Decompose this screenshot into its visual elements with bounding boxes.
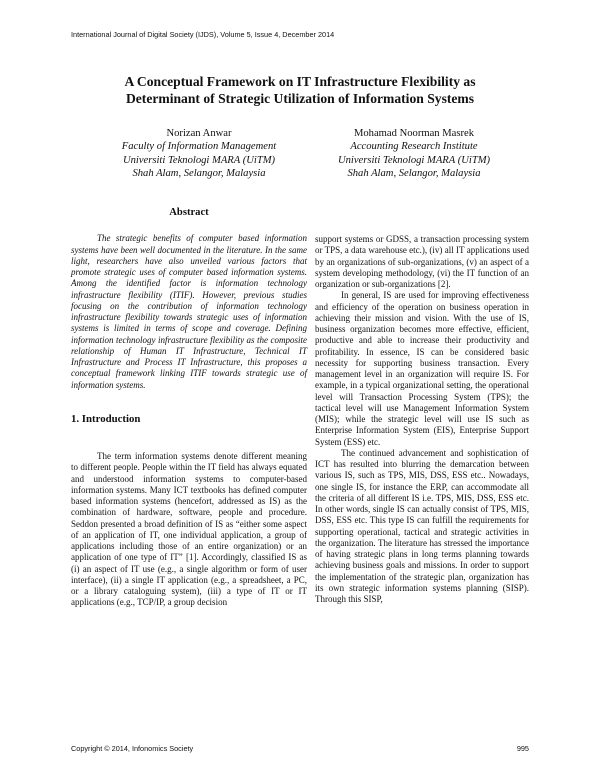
title-line-2: Determinant of Strategic Utilization of Information Systems xyxy=(125,91,475,106)
author-department: Faculty of Information Management xyxy=(121,141,277,153)
section-heading-introduction: 1. Introduction xyxy=(71,412,141,425)
author-university: Universiti Teknologi MARA (UiTM) xyxy=(122,154,276,166)
author-name: Mohamad Noorman Masrek xyxy=(353,128,475,139)
page-number: 995 xyxy=(516,744,529,753)
author-block-1 xyxy=(104,127,294,180)
author-name: Norizan Anwar xyxy=(166,128,232,139)
left-column xyxy=(71,207,307,609)
abstract-heading: Abstract xyxy=(169,207,209,218)
author-location: Shah Alam, Selangor, Malaysia xyxy=(132,167,266,179)
abstract-text: The strategic benefits of computer based information systems have been well documented in the literature. In the same light, researchers have also unveiled various factors that promote strategic uses of computer based information systems. Among the identified factor is information technology infrastructure flexibility (ITIF). However, previous studies focusing on the contribution of information technology infrastructure flexibility towards strategic uses of information systems is limited in terms of scope and coverage. Defining information technology infrastructure flexibility as the composite relationship of Human IT Infrastructure, Technical IT Infrastructure and Process IT Infrastructure, this proposes a conceptual framework linking ITIF towards strategic use of information systems. xyxy=(71,233,307,390)
intro-paragraph-1-continued: support systems or GDSS, a transaction processing system or TPS, a data warehouse etc.), (iv) all IT applications used by an organizations of sub-organizations, (v) an aspect of a system developing methodology, (vi) the IT function of an organization or sub-organizations [2]. xyxy=(315,234,529,289)
intro-paragraph-1: The term information systems denote different meaning to different people. People within the IT field has always equated and understood information systems to computer-based information systems. Many ICT textbooks has defined computer based information systems (hencefort, addressed as IS) as the combination of hardware, software, people and procedure. Seddon presented a broad definition of IS as “either some aspect of an application of IT, one individual application, a group of applications including those of an entire organization) or an application of one type of IT” [1]. Accordingly, classified IS as (i) an aspect of IT use (e.g., a single algorithm or form of user interface), (ii) a single IT application (e.g., a spreadsheet, a PC, or a library cataloguing system), (iii) a type of IT or IT applications (e.g., TCP/IP, a group decision xyxy=(71,451,307,608)
intro-paragraph-3: The continued advancement and sophistication of ICT has resulted into blurring the demarcation between various IS, such as TPS, MIS, DSS, ESS etc.. Nowadays, one single IS, for instance the ERP, can accommodate all the criteria of all different IS i.e. TPS, MIS, DSS, ESS etc. In other words, single IS can actually consist of TPS, MIS, DSS, ESS etc. This type IS can fulfill the requirements for supporting operational, tactical and strategic activities in the organization. The literature has stressed the importance of having strategic plans in long terms planning towards achieving business goals and missions. In order to support the implementation of the strategic plan, organization has its own strategic information systems planning (SISP). Through this SISP, xyxy=(315,447,529,604)
footer-copyright: Copyright © 2014, Infonomics Society xyxy=(71,744,194,753)
right-column xyxy=(315,234,529,605)
author-block-2 xyxy=(304,127,524,180)
author-university: Universiti Teknologi MARA (UiTM) xyxy=(337,154,491,166)
author-department: Accounting Research Institute xyxy=(350,141,478,153)
author-location: Shah Alam, Selangor, Malaysia xyxy=(347,167,481,179)
paper-title xyxy=(40,73,560,107)
intro-paragraph-2: In general, IS are used for improving effectiveness and efficiency of the operation on business operation in achieving their mission and vision. With the use of IS, business organization becomes more effective, efficient, productive and able to increase their productivity and profitability. In essence, IS can be considered basic necessity for supporting business transaction. Every management level in an organization will require IS. For example, in a typical organizational setting, the operational level will Transaction Processing System (TPS); the tactical level will use Management Information System (MIS); while the strategic level will use IS such as Enterprise Information System (EIS), Enterprise Support System (ESS) etc. xyxy=(315,290,529,447)
title-line-1: A Conceptual Framework on IT Infrastructure Flexibility as xyxy=(124,74,476,89)
running-header: International Journal of Digital Society (IJDS), Volume 5, Issue 4, December 2014 xyxy=(71,30,335,39)
